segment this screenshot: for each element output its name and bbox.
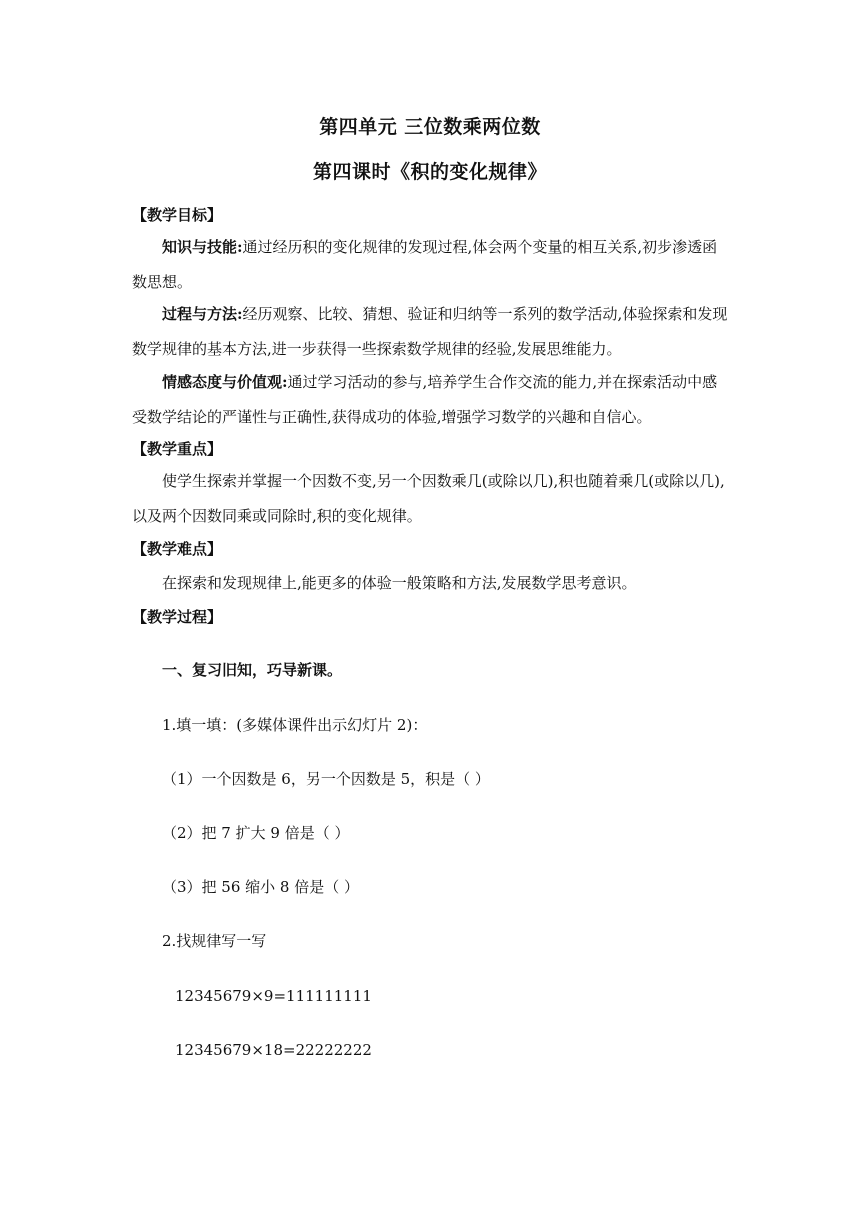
objective-attitude bbox=[132, 365, 732, 435]
document-subtitle: 第四课时《积的变化规律》 bbox=[312, 161, 547, 183]
item-find-pattern: 2.找规律写一写 bbox=[162, 932, 267, 950]
equation-2: 12345679×18=22222222 bbox=[175, 1041, 372, 1059]
question-2: （2）把 7 扩大 9 倍是（ ） bbox=[162, 824, 350, 842]
key-points-heading: 【教学重点】 bbox=[132, 440, 223, 458]
process-heading: 【教学过程】 bbox=[132, 608, 223, 626]
key-points-text: 使学生探索并掌握一个因数不变,另一个因数乘几(或除以几),积也随着乘几(或除以几),以及两个因数同乘或同除时,积的变化规律。 bbox=[132, 472, 725, 525]
objective-attitude-label: 情感态度与价值观: bbox=[162, 373, 288, 391]
objective-knowledge-label: 知识与技能: bbox=[162, 238, 243, 256]
objective-knowledge-text: 通过经历积的变化规律的发现过程,体会两个变量的相互关系,初步渗透函数思想。 bbox=[132, 238, 718, 291]
objective-attitude-text: 通过学习活动的参与,培养学生合作交流的能力,并在探索活动中感受数学结论的严谨性与正确性,获得成功的体验,增强学习数学的兴趣和自信心。 bbox=[132, 373, 718, 426]
equation-1: 12345679×9=111111111 bbox=[175, 987, 372, 1005]
item-fill-in: 1.填一填：(多媒体课件出示幻灯片 2)： bbox=[162, 716, 428, 734]
objective-process-label: 过程与方法: bbox=[162, 305, 243, 323]
objective-process-text: 经历观察、比较、猜想、验证和归纳等一系列的数学活动,体验探索和发现数学规律的基本方法,进一步获得一些探索数学规律的经验,发展思维能力。 bbox=[132, 305, 728, 358]
objective-process bbox=[132, 297, 732, 367]
difficulties-text: 在探索和发现规律上,能更多的体验一般策略和方法,发展数学思考意识。 bbox=[162, 574, 637, 592]
question-3: （3）把 56 缩小 8 倍是（ ） bbox=[162, 878, 360, 896]
document-title: 第四单元 三位数乘两位数 bbox=[319, 116, 541, 138]
step-review: 一、复习旧知，巧导新课。 bbox=[162, 661, 343, 679]
objectives-heading: 【教学目标】 bbox=[132, 206, 223, 224]
question-1: （1）一个因数是 6，另一个因数是 5，积是（ ） bbox=[162, 770, 490, 788]
objective-knowledge bbox=[132, 230, 732, 300]
difficulties-heading: 【教学难点】 bbox=[132, 540, 223, 558]
